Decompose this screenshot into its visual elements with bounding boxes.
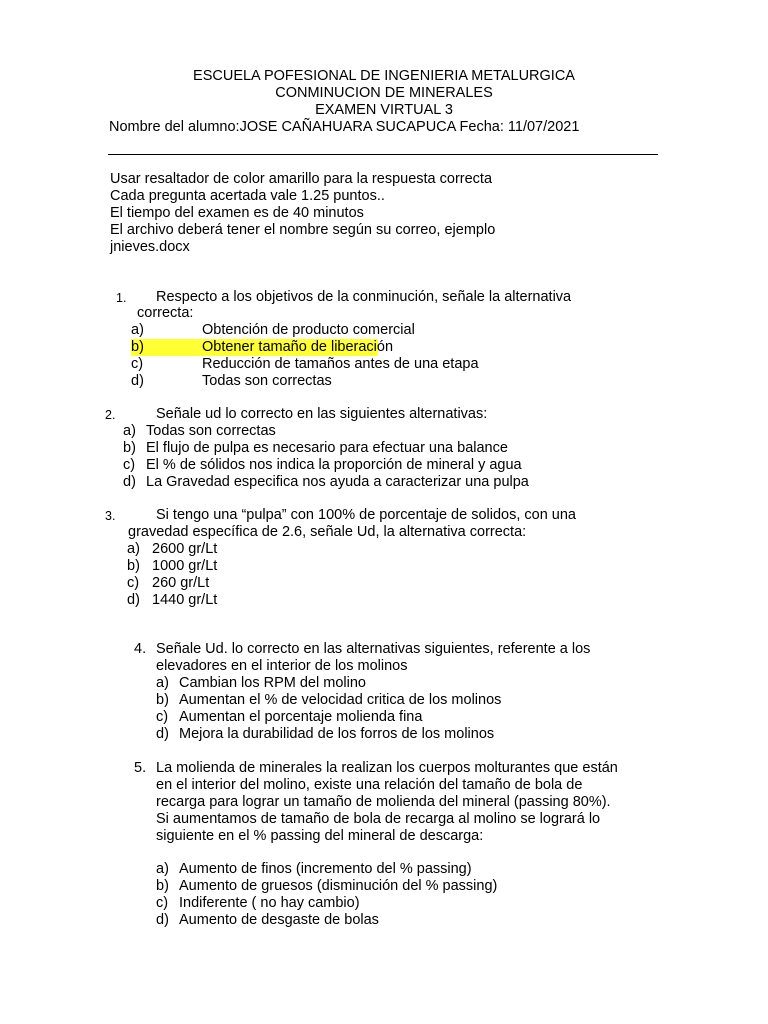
option-text: Obtener tamaño de liberación [202, 339, 394, 355]
student-line: Nombre del alumno:JOSE CAÑAHUARA SUCAPUCA Fecha: 11/07/2021 [109, 119, 580, 135]
option-text: Todas son correctas [202, 373, 332, 389]
option-text: Aumento de finos (incremento del % passing) [179, 861, 472, 877]
instruction-line: Usar resaltador de color amarillo para la respuesta correcta [110, 171, 493, 187]
question-text: en el interior del molino, existe una relación del tamaño de bola de [156, 777, 583, 793]
option-letter: d) [156, 726, 169, 742]
option-letter: a) [156, 861, 169, 877]
instruction-line: El tiempo del examen es de 40 minutos [110, 205, 364, 221]
option-text: Obtención de producto comercial [202, 322, 415, 338]
instruction-line: Cada pregunta acertada vale 1.25 puntos.. [110, 188, 385, 204]
question-number: 4. [134, 641, 147, 657]
option-letter: a) [131, 322, 144, 338]
option-letter: c) [156, 895, 169, 911]
option-text: 260 gr/Lt [152, 575, 210, 591]
option-letter: c) [127, 575, 140, 591]
option-letter: d) [123, 474, 136, 490]
option-letter: a) [123, 423, 136, 439]
option-text: Aumentan el porcentaje molienda fina [179, 709, 423, 725]
option-text: 1000 gr/Lt [152, 558, 218, 574]
option-text: Aumento de desgaste de bolas [179, 912, 379, 928]
school-title: ESCUELA POFESIONAL DE INGENIERIA METALURGICA [193, 68, 575, 84]
option-text: El flujo de pulpa es necesario para efectuar una balance [146, 440, 508, 456]
option-text: Indiferente ( no hay cambio) [179, 895, 360, 911]
option-text: Cambian los RPM del molino [179, 675, 366, 691]
highlighted-answer [131, 339, 394, 356]
question-text: Respecto a los objetivos de la conminución, señale la alternativa [156, 289, 572, 305]
question-text: siguiente en el % passing del mineral de descarga: [156, 828, 484, 844]
question-text: La molienda de minerales la realizan los cuerpos molturantes que están [156, 760, 618, 776]
option-text: Mejora la durabilidad de los forros de los molinos [179, 726, 495, 742]
exam-title: EXAMEN VIRTUAL 3 [315, 102, 453, 118]
option-text: Aumento de gruesos (disminución del % passing) [179, 878, 498, 894]
option-text: Aumentan el % de velocidad critica de los molinos [179, 692, 502, 708]
option-letter: a) [156, 675, 169, 691]
option-letter: b) [156, 878, 169, 894]
header-divider [108, 154, 658, 155]
question-text: recarga para lograr un tamaño de molienda del mineral (passing 80%). [156, 794, 611, 810]
instruction-line: El archivo deberá tener el nombre según su correo, ejemplo [110, 222, 496, 238]
question-text: Señale ud lo correcto en las siguientes alternativas: [156, 406, 488, 422]
option-letter: d) [131, 373, 144, 389]
option-letter: b) [156, 692, 169, 708]
option-letter: c) [156, 709, 169, 725]
question-text: correcta: [137, 305, 194, 321]
question-text: elevadores en el interior de los molinos [156, 658, 408, 674]
instruction-line: jnieves.docx [110, 239, 190, 255]
option-letter: c) [123, 457, 136, 473]
question-text: Señale Ud. lo correcto en las alternativas siguientes, referente a los [156, 641, 591, 657]
option-letter: d) [127, 592, 140, 608]
option-text: Todas son correctas [146, 423, 276, 439]
question-number: 3. [105, 509, 116, 523]
question-text: Si tengo una “pulpa” con 100% de porcentaje de solidos, con una [156, 507, 576, 523]
course-title: CONMINUCION DE MINERALES [275, 85, 493, 101]
question-text: Si aumentamos de tamaño de bola de recarga al molino se logrará lo [156, 811, 601, 827]
option-text: 1440 gr/Lt [152, 592, 218, 608]
option-letter: b) [131, 339, 144, 355]
option-text: La Gravedad especifica nos ayuda a caracterizar una pulpa [146, 474, 529, 490]
option-letter: a) [127, 541, 140, 557]
option-text: Reducción de tamaños antes de una etapa [202, 356, 479, 372]
option-letter: b) [127, 558, 140, 574]
question-number: 1. [116, 291, 127, 305]
question-number: 5. [134, 760, 147, 776]
option-letter: c) [131, 356, 144, 372]
option-letter: b) [123, 440, 136, 456]
question-number: 2. [105, 408, 116, 422]
option-text: 2600 gr/Lt [152, 541, 218, 557]
option-letter: d) [156, 912, 169, 928]
option-text: El % de sólidos nos indica la proporción de mineral y agua [146, 457, 522, 473]
question-text: gravedad específica de 2.6, señale Ud, la alternativa correcta: [128, 524, 527, 540]
